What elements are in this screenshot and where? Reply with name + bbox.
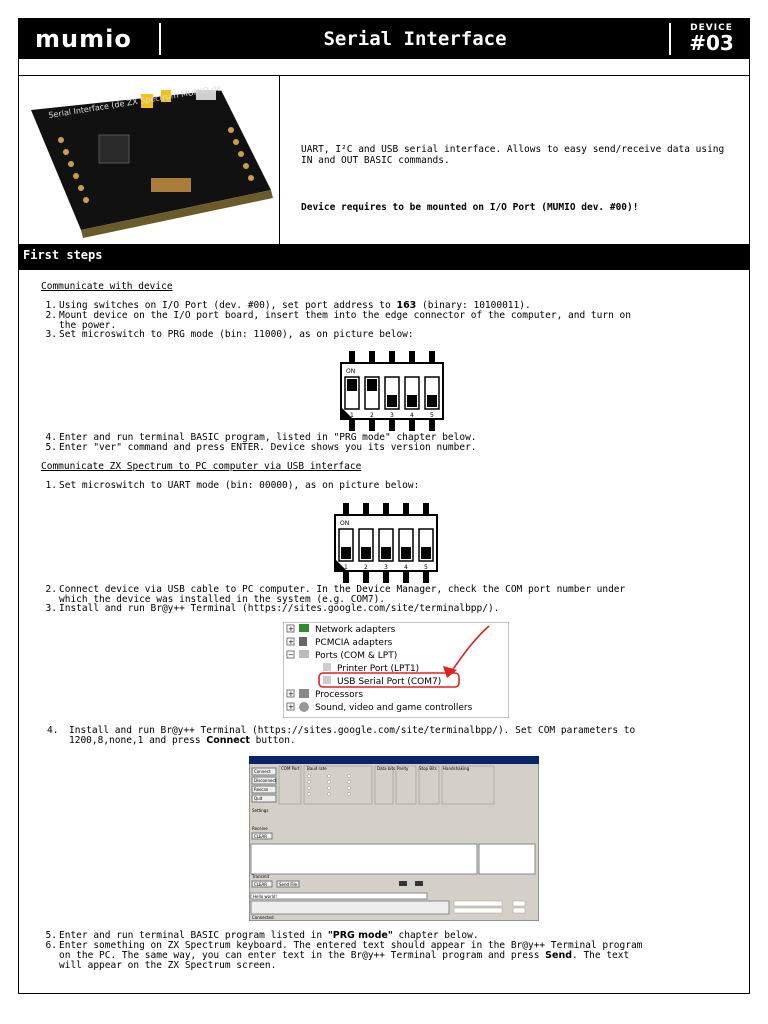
part1-step-1: 1. Using switches on I/O Port (dev. #00), set port address to 163 (binary: 10100011). <box>45 300 531 311</box>
svg-text:−: − <box>288 651 294 659</box>
dip-switch-uart <box>333 501 441 585</box>
send-keyword: Send <box>545 950 573 961</box>
intro-section <box>19 75 749 245</box>
dip-switch-prg <box>339 349 447 433</box>
dip-on-label: ON <box>346 368 356 375</box>
part2-step-4: 4. Install and run Br@y++ Terminal (https://sites.google.com/site/terminalbpp/). Set COM parameters to <box>47 725 636 736</box>
svg-text:+: + <box>288 625 294 633</box>
step-text: Set microswitch to PRG mode (bin: 11000), as on picture below: <box>59 329 414 340</box>
step-text: will appear on the ZX Spectrum screen. <box>59 960 277 971</box>
dip-number: 2 <box>364 564 368 571</box>
step-text: on the PC. The same way, you can enter text in the Br@y++ Terminal program and press <box>59 950 546 961</box>
dip-lever-5 <box>427 395 437 407</box>
terminal-transmit-label: Transmit <box>252 874 270 879</box>
dip-lever-2 <box>367 379 377 391</box>
dip-lever-1 <box>347 379 357 391</box>
part1-heading: Communicate with device <box>41 281 173 292</box>
photo-board-label: Serial Interface (de ZX Spectrum MUMIO de <box>47 83 223 120</box>
terminal-disconnect-button: Disconnect <box>254 778 277 783</box>
dip-number: 3 <box>384 564 388 571</box>
dip-lever-4 <box>407 395 417 407</box>
step-text: Enter "ver" command and press ENTER. Device shows you its version number. <box>59 442 477 453</box>
dm-item-processors: Processors <box>315 690 364 700</box>
svg-text:+: + <box>288 638 294 646</box>
part1-step-5: 5. Enter "ver" command and press ENTER. Device shows you its version number. <box>45 442 477 453</box>
part1-step-4: 4. Enter and run terminal BASIC program, listed in "PRG mode" chapter below. <box>45 432 477 443</box>
step-text: the power. <box>59 320 117 331</box>
step-text: Enter and run terminal BASIC program, listed in "PRG mode" chapter below. <box>59 432 477 443</box>
section-title: First steps <box>19 244 749 270</box>
terminal-quit-button: Quit <box>254 796 263 801</box>
device-number: #03 <box>689 31 734 55</box>
part2-step-2: 2. Connect device via USB cable to PC computer. In the Device Manager, check the COM port number under <box>45 584 626 595</box>
mumio-logo: mumio <box>35 25 132 53</box>
dm-item-sound: Sound, video and game controllers <box>315 703 473 713</box>
step-text: Using switches on I/O Port (dev. #00), set port address to <box>59 300 397 311</box>
port-address: 163 <box>396 300 417 311</box>
terminal-baud-label: Baud rate <box>307 766 327 771</box>
device-photo <box>21 80 277 240</box>
svg-text:+: + <box>288 703 294 711</box>
device-badge <box>674 19 749 59</box>
svg-text:+: + <box>288 690 294 698</box>
step-text: chapter below. <box>392 930 479 941</box>
dip-lever-3 <box>387 395 397 407</box>
dm-item-ports: Ports (COM & LPT) <box>315 651 398 661</box>
dip-number: 1 <box>344 564 348 571</box>
dm-item-network: Network adapters <box>315 625 396 635</box>
dip-number: 3 <box>390 412 394 419</box>
terminal-screenshot <box>249 756 539 921</box>
step-text: Connect device via USB cable to PC computer. In the Device Manager, check the COM port number under <box>59 584 626 595</box>
terminal-clear-button: CLEAR <box>254 834 268 839</box>
terminal-handshaking-label: Handshaking <box>443 766 470 771</box>
dip-on-label: ON <box>340 520 350 527</box>
dip-lever-4 <box>401 547 411 559</box>
step-text: Install and run Br@y++ Terminal (https://sites.google.com/site/terminalbpp/). <box>59 603 500 614</box>
dip-number: 5 <box>430 412 434 419</box>
dip-lever-1 <box>341 547 351 559</box>
terminal-status-text: Connected <box>252 915 274 920</box>
terminal-connect-button: Connect <box>254 769 271 774</box>
step-text: (binary: 10100011). <box>416 300 531 311</box>
dip-number: 5 <box>424 564 428 571</box>
device-label: DEVICE <box>690 23 733 33</box>
part2-step-3: 3. Install and run Br@y++ Terminal (https://sites.google.com/site/terminalbpp/). <box>45 603 500 614</box>
step-text: . The text <box>572 950 630 961</box>
terminal-clear-button: CLEAR <box>254 882 268 887</box>
terminal-send-file-button: Send File <box>279 882 298 887</box>
dip-lever-3 <box>381 547 391 559</box>
part1-step-2: 2. Mount device on the I/O port board, insert them into the edge connector of the computer, and turn on <box>45 310 631 321</box>
intro-warning: Device requires to be mounted on I/O Port (MUMIO dev. #00)! <box>301 202 639 213</box>
device-manager-screenshot <box>283 622 509 718</box>
part2-step-6: 6. Enter something on ZX Spectrum keyboard. The entered text should appear in the Br@y++ Terminal program <box>45 940 643 951</box>
dm-item-printer-port: Printer Port (LPT1) <box>337 664 420 674</box>
part2-step-1: 1. Set microswitch to UART mode (bin: 00000), as on picture below: <box>45 480 420 491</box>
step-text: 1200,8,none,1 and press <box>69 735 207 746</box>
step-text: which the device was installed in the system (e.g. COM7). <box>59 594 386 605</box>
dip-number: 4 <box>410 412 414 419</box>
document-page <box>18 18 750 994</box>
step-text: Install and run Br@y++ Terminal (https://sites.google.com/site/terminalbpp/). Set COM parameters to <box>69 725 636 736</box>
part2-step-5: 5. Enter and run terminal BASIC program listed in "PRG mode" chapter below. <box>45 930 479 941</box>
terminal-parity-label: Parity <box>397 766 409 771</box>
part1-step-3: 3. Set microswitch to PRG mode (bin: 11000), as on picture below: <box>45 329 414 340</box>
connect-keyword: Connect <box>206 735 250 746</box>
page-title: Serial Interface <box>159 23 671 55</box>
step-text: Mount device on the I/O port board, insert them into the edge connector of the computer, and turn on <box>59 310 631 321</box>
terminal-rescan-button: Rescan <box>254 787 269 792</box>
part2-heading: Communicate ZX Spectrum to PC computer via USB interface <box>41 461 362 472</box>
dip-lever-5 <box>421 547 431 559</box>
step-text: Enter and run terminal BASIC program listed in <box>59 930 328 941</box>
terminal-receive-label: Receive <box>252 826 268 831</box>
step-text: button. <box>249 735 296 746</box>
step-text: Enter something on ZX Spectrum keyboard. The entered text should appear in the Br@y++ Terminal program <box>59 940 643 951</box>
terminal-transmit-text: Hello world! <box>253 894 278 899</box>
dip-number: 1 <box>350 412 354 419</box>
terminal-stop-bits-label: Stop Bits <box>419 766 437 771</box>
dip-number: 4 <box>404 564 408 571</box>
dip-lever-2 <box>361 547 371 559</box>
dm-item-usb-serial-port: USB Serial Port (COM7) <box>337 677 442 687</box>
intro-divider <box>279 76 280 245</box>
intro-description: UART, I²C and USB serial interface. Allows to easy send/receive data using IN and OUT BASIC commands. <box>301 144 725 166</box>
terminal-titlebar <box>249 756 539 764</box>
terminal-settings-label: Settings <box>252 808 269 813</box>
terminal-com-port-label: COM Port <box>281 766 300 771</box>
prg-mode-keyword: "PRG mode" <box>327 930 393 941</box>
dm-item-pcmcia: PCMCIA adapters <box>315 638 393 648</box>
step-text: Set microswitch to UART mode (bin: 00000), as on picture below: <box>59 480 420 491</box>
dip-number: 2 <box>370 412 374 419</box>
terminal-data-bits-label: Data bits <box>377 766 396 771</box>
header-bar <box>19 19 749 59</box>
